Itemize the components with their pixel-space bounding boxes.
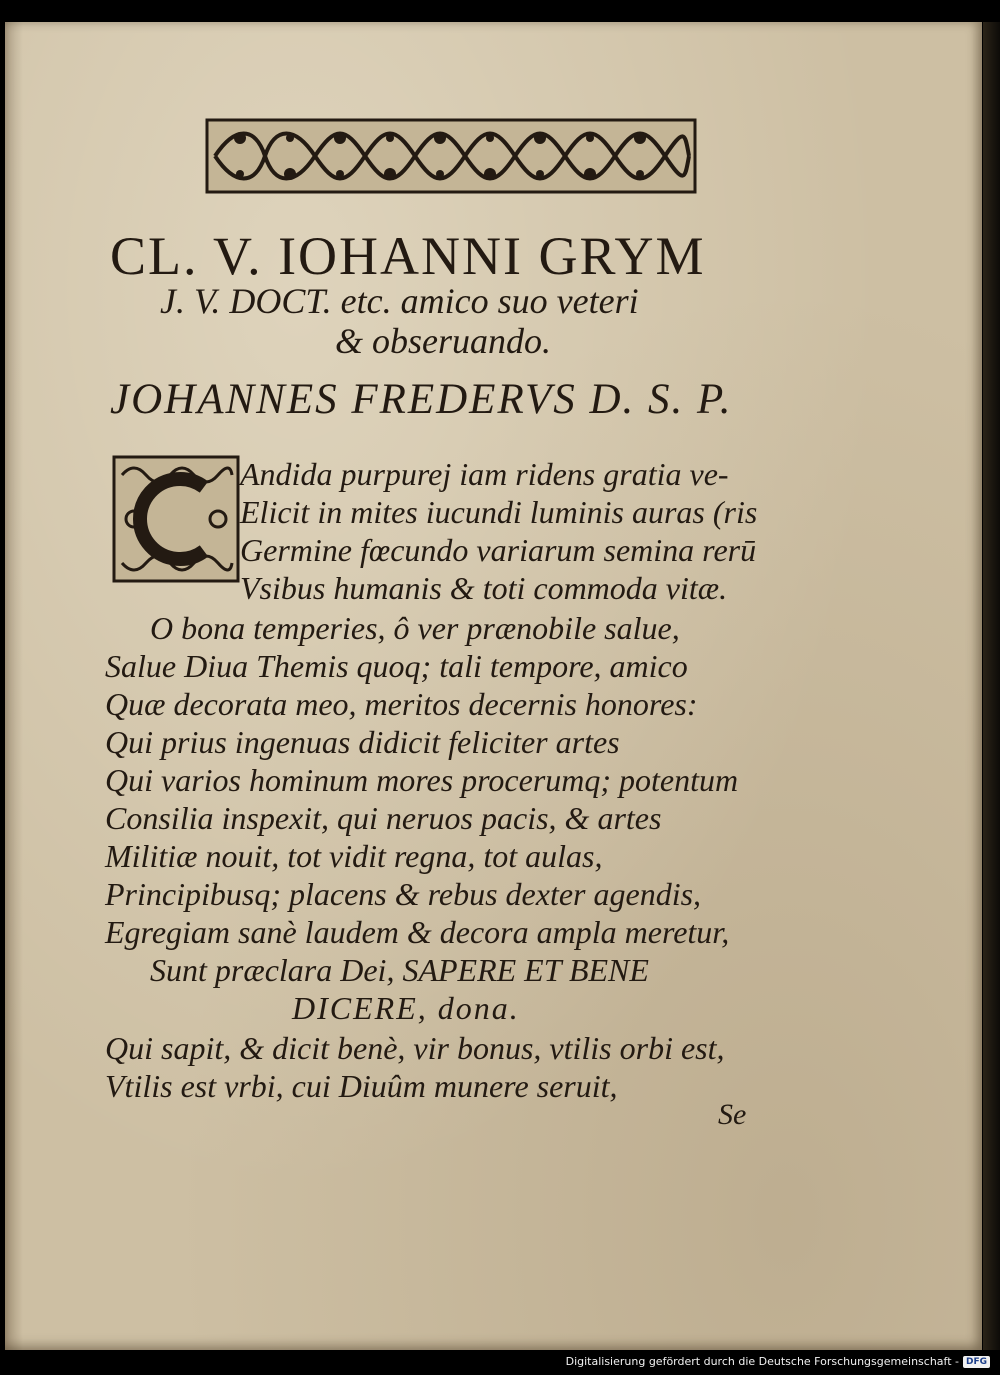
dfg-logo: DFG	[963, 1356, 990, 1368]
verse-line: Qui sapit, & dicit benè, vir bonus, vtilis orbi est,	[105, 1030, 725, 1066]
verse-line: DICERE, dona.	[292, 990, 520, 1026]
decorated-initial-c	[112, 455, 240, 583]
verse-line: Consilia inspexit, qui neruos pacis, & artes	[105, 800, 662, 836]
verse-line: Egregiam sanè laudem & decora ampla meretur,	[105, 914, 730, 950]
verse-line: Qui varios hominum mores procerumq; potentum	[105, 762, 739, 798]
verse-line: Sunt præclara Dei, SAPERE ET BENE	[150, 952, 649, 988]
verse-line: O bona temperies, ô ver prænobile salue,	[150, 610, 680, 646]
verse-line: Germine fœcundo variarum semina rerū	[240, 532, 757, 568]
verse-line: Principibusq; placens & rebus dexter agendis,	[105, 876, 702, 912]
headpiece-ornament	[205, 118, 697, 194]
verse-line: Qui prius ingenuas didicit feliciter artes	[105, 724, 620, 760]
catchword: Se	[718, 1098, 747, 1131]
verse-line: Elicit in mites iucundi luminis auras (ris	[240, 494, 758, 530]
verse-line: Salue Diua Themis quoq; tali tempore, amico	[105, 648, 688, 684]
author-line: JOHANNES FREDERVS D. S. P.	[110, 376, 733, 423]
book-spine-edge	[983, 22, 1000, 1350]
verse-line: Andida purpurej iam ridens gratia ve-	[240, 456, 729, 492]
digitization-footer	[566, 1355, 990, 1368]
footer-text: Digitalisierung gefördert durch die Deutsche Forschungsgemeinschaft -	[565, 1355, 959, 1368]
verse-line: Quæ decorata meo, meritos decernis honores:	[105, 686, 698, 722]
verse-line: Vsibus humanis & toti commoda vitæ.	[240, 570, 728, 606]
dedication-subtitle-cont: & obseruando.	[335, 321, 551, 361]
dedication-title: CL. V. IOHANNI GRYM	[110, 226, 706, 286]
dedication-subtitle: J. V. DOCT. etc. amico suo veteri	[160, 281, 639, 321]
verse-line: Militiæ nouit, tot vidit regna, tot aulas,	[105, 838, 603, 874]
verse-line: Vtilis est vrbi, cui Diuûm munere seruit,	[105, 1068, 618, 1104]
